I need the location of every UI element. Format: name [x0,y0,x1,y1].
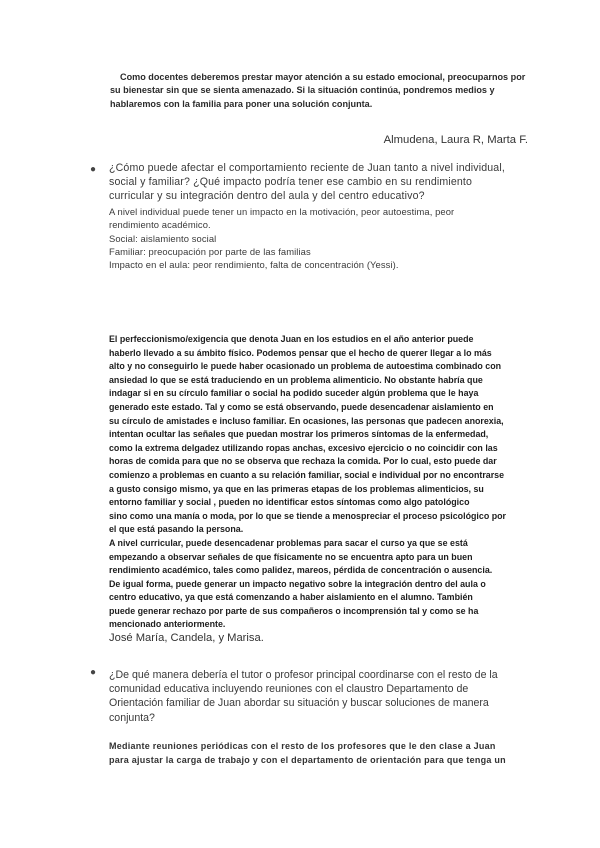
answer-2 [109,739,529,768]
long-line: A nivel curricular, puede desencadenar problemas para sacar el curso ya que se está [109,537,468,548]
long-line: empezando a observar señales de que físicamente no se encuentra apto para un buen [109,551,473,562]
question-2-line: conjunta? [109,711,155,724]
long-line: intentan ocultar las señales que puedan mostrar los primeros síntomas de la enfermedad, [109,429,489,440]
long-line: como la extrema delgadez utilizando ropas anchas, excesivo ejercicio o no coincidir con las [109,442,498,453]
long-line: indagar si en su círculo familiar o social ha podido suceder algún problema que le haya [109,388,479,399]
answer-1 [109,205,531,271]
long-answer [109,333,529,632]
bullet-icon: ● [90,667,97,678]
signature-1: Almudena, Laura R, Marta F. [383,134,528,146]
long-line: centro educativo, ya que está comenzando a haber aislamiento en el alumno. También [109,592,473,603]
long-line: puede generar rechazo por parte de sus compañeros o incomprensión tal y como se ha [109,605,479,616]
answer-1-line: Impacto en el aula: peor rendimiento, falta de concentración (Yessi). [109,259,399,271]
long-line: entorno familiar y social , pueden no identificar estos síntomas como algo patológico [109,497,470,508]
long-line: su círculo de amistades e incluso familiar. En ocasiones, las personas que padecen anorexia, [109,415,504,426]
answer-1-line: A nivel individual puede tener un impacto en la motivación, peor autoestima, peor [109,206,455,217]
bullet-icon: ● [90,164,97,175]
long-line: comienzo a problemas en cuanto a su relación familiar, social e individual por no encontrarse [109,469,505,480]
signature-2: José María, Candela, y Marisa. [109,632,264,644]
answer-1-line: Social: aislamiento social [109,232,217,244]
question-2-line: ¿De qué manera debería el tutor o profesor principal coordinarse con el resto de la [109,669,498,681]
answer-2-line: Mediante reuniones periódicas con el resto de los profesores que le den clase a Juan [109,741,496,751]
question-1-text [109,161,531,204]
question-1-line: social y familiar? ¿Qué impacto podría tener ese cambio en su rendimiento [109,176,473,189]
question-2-line: Orientación familiar de Juan abordar su situación y buscar soluciones de manera [109,697,489,710]
long-line: El perfeccionismo/exigencia que denota Juan en los estudios en el año anterior puede [109,334,474,344]
long-line: horas de comida para que no se observa que rechaza la comida. Por lo cual, esto puede dar [109,456,497,467]
long-line: De igual forma, puede generar un impacto negativo sobre la integración dentro del aula o [109,578,486,589]
long-line: el que está pasando la persona. [109,524,244,535]
long-line: haberlo llevado a su ámbito físico. Podemos pensar que el hecho de querer llegar a lo más [109,347,492,358]
long-line: ansiedad lo que se está traduciendo en un problema alimenticio. No obstante habría que [109,374,483,385]
question-1-line: ¿Cómo puede afectar el comportamiento reciente de Juan tanto a nivel individual, [109,162,505,174]
question-2-line: comunidad educativa incluyendo reuniones con el claustro Departamento de [109,683,469,696]
long-line: rendimiento académico, tales como palidez, mareos, pérdida de concentración o ausencia. [109,565,493,576]
answer-1-line: rendimiento académico. [109,219,211,231]
long-line: mencionado anteriormente. [109,619,226,630]
intro-text: Como docentes deberemos prestar mayor atención a su estado emocional, preocuparnos por su bienestar sin que se sienta amenazado. Si la situación continúa, pondremos medios y hablaremos con la familia para poner una solución conjunta. [110,72,526,109]
question-1-line: curricular y su integración dentro del aula y del centro educativo? [109,190,425,203]
answer-1-line: Familiar: preocupación por parte de las familias [109,245,311,257]
intro-paragraph [110,71,530,111]
long-line: sino como una manía o moda, por lo que se tiende a menospreciar el proceso psicológico por [109,510,506,521]
long-line: alto y no conseguirlo le puede haber ocasionado un problema de autoestima combinado con [109,361,502,372]
long-line: generado este estado. Tal y como se está observando, puede desencadenar aislamiento en [109,401,494,412]
answer-2-line: para ajustar la carga de trabajo y con el departamento de orientación para que tenga un [109,755,506,766]
question-2-text [109,668,529,725]
long-line: a gusto consigo mismo, ya que en las primeras etapas de los problemas alimenticios, su [109,483,484,494]
